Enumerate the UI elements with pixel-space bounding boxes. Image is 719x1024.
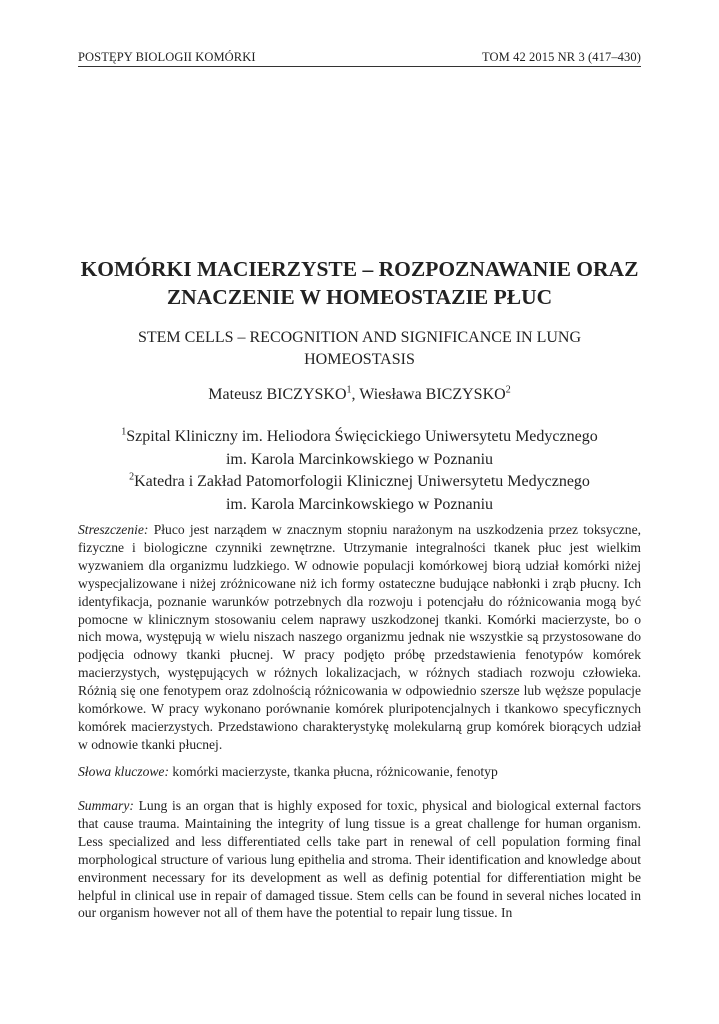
- summary-english: [78, 797, 641, 922]
- affiliations: [60, 426, 659, 516]
- authors: Mateusz BICZYSKO$^1$, Wiesława BICZYSKO$^2$: [208, 384, 511, 403]
- article-title: [60, 255, 659, 311]
- title-line-1: KOMÓRKI MACIERZYSTE – ROZPOZNAWANIE ORAZ: [80, 257, 639, 281]
- journal-name: POSTĘPY BIOLOGII KOMÓRKI: [78, 50, 256, 64]
- running-header: [78, 50, 641, 67]
- title-line-2: ZNACZENIE W HOMEOSTAZIE PŁUC: [166, 285, 553, 309]
- summary-text: Lung is an organ that is highly exposed for toxic, physical and biological external factors that cause trauma. Maintaining the integrity of lung tissue is a great challenge for human organism. Less specialized and less differentiated cells take part in renewal of cell population forming final morphological structure of various lung epithelia and stroma. Their identification and knowledge about environment necessary for its development as well as definig potential for differentiation might be helpful in clinical use in repair of damaged tissue. Stem cells can be found in several niches located in our organism however not all of them have the potential to repair lung tissue. In: [78, 798, 642, 921]
- summary-label: Summary:: [78, 798, 134, 813]
- author-2-affil-mark: 2: [505, 384, 511, 396]
- affiliation-2-mark: 2: [129, 471, 135, 483]
- keywords-text: komórki macierzyste, tkanka płucna, różnicowanie, fenotyp: [172, 764, 498, 779]
- author-1-name: Mateusz BICZYSKO: [208, 386, 347, 403]
- issue-info: TOM 42 2015 NR 3 (417–430): [482, 50, 641, 64]
- subtitle-line-1: STEM CELLS – RECOGNITION AND SIGNIFICANCE IN LUNG: [137, 329, 582, 346]
- abstract-text: Płuco jest narządem w znacznym stopniu narażonym na uszkodzenia przez toksyczne, fizyczne i biologiczne czynniki zewnętrzne. Utrzymanie integralności tkanek płuc jest wielkim wyzwaniem dla organizmu ludzkiego. W odnowie populacji komórkowej biorą udział komórki niżej wyspecjalizowane i niżej zróżnicowane niż ich formy ostateczne budujące nabłonki i zrąb płucny. Ich identyfikacja, poznanie warunków potrzebnych dla rozwoju i potencjału do różnicowania mogą być pomocne w klinicznym stosowaniu celem naprawy uszkodzonej tkanki. Komórki macierzyste, bo o nich mowa, występują w wielu niszach naszego organizmu jednak nie wszystkie są przystosowane do podjęcia odnowy tkanki płucnej. W pracy podjęto próbę przedstawienia fenotypów komórek macierzystych, występujących w różnych lokalizacjach, w różnych stadiach rozwoju człowieka. Różnią się one fenotypem oraz zdolnością różnicowania w odpowiednio szersze lub węższe populacje komórkowe. W pracy wykonano porównanie komórek pluripotencjalnych i tkankowo specyficznych komórek macierzystych. Przedstawiono charakterystykę molekularną grup komórek biorących udział w odnowie tkanki płucnej.: [78, 522, 641, 752]
- english-title: [60, 327, 659, 371]
- subtitle-line-2: HOMEOSTASIS: [304, 351, 415, 368]
- author-2-name: Wiesława BICZYSKO: [359, 386, 506, 403]
- keywords: [78, 763, 641, 781]
- affiliation-2-line-1: $^2$Katedra i Zakład Patomorfologii Klinicznej Uniwersytetu Medycznego: [129, 471, 590, 490]
- affiliation-2-line-2: im. Karola Marcinkowskiego w Poznaniu: [225, 495, 494, 513]
- affiliation-1-line-2: im. Karola Marcinkowskiego w Poznaniu: [225, 450, 494, 468]
- keywords-label: Słowa kluczowe:: [78, 764, 169, 779]
- affiliation-1-line-1: $^1$Szpital Kliniczny im. Heliodora Święcickiego Uniwersytetu Medycznego: [121, 426, 598, 445]
- author-1-affil-mark: 1: [346, 384, 352, 396]
- abstract-polish: [78, 521, 641, 754]
- abstract-label: Streszczenie:: [78, 522, 149, 537]
- affiliation-1-mark: 1: [121, 426, 127, 438]
